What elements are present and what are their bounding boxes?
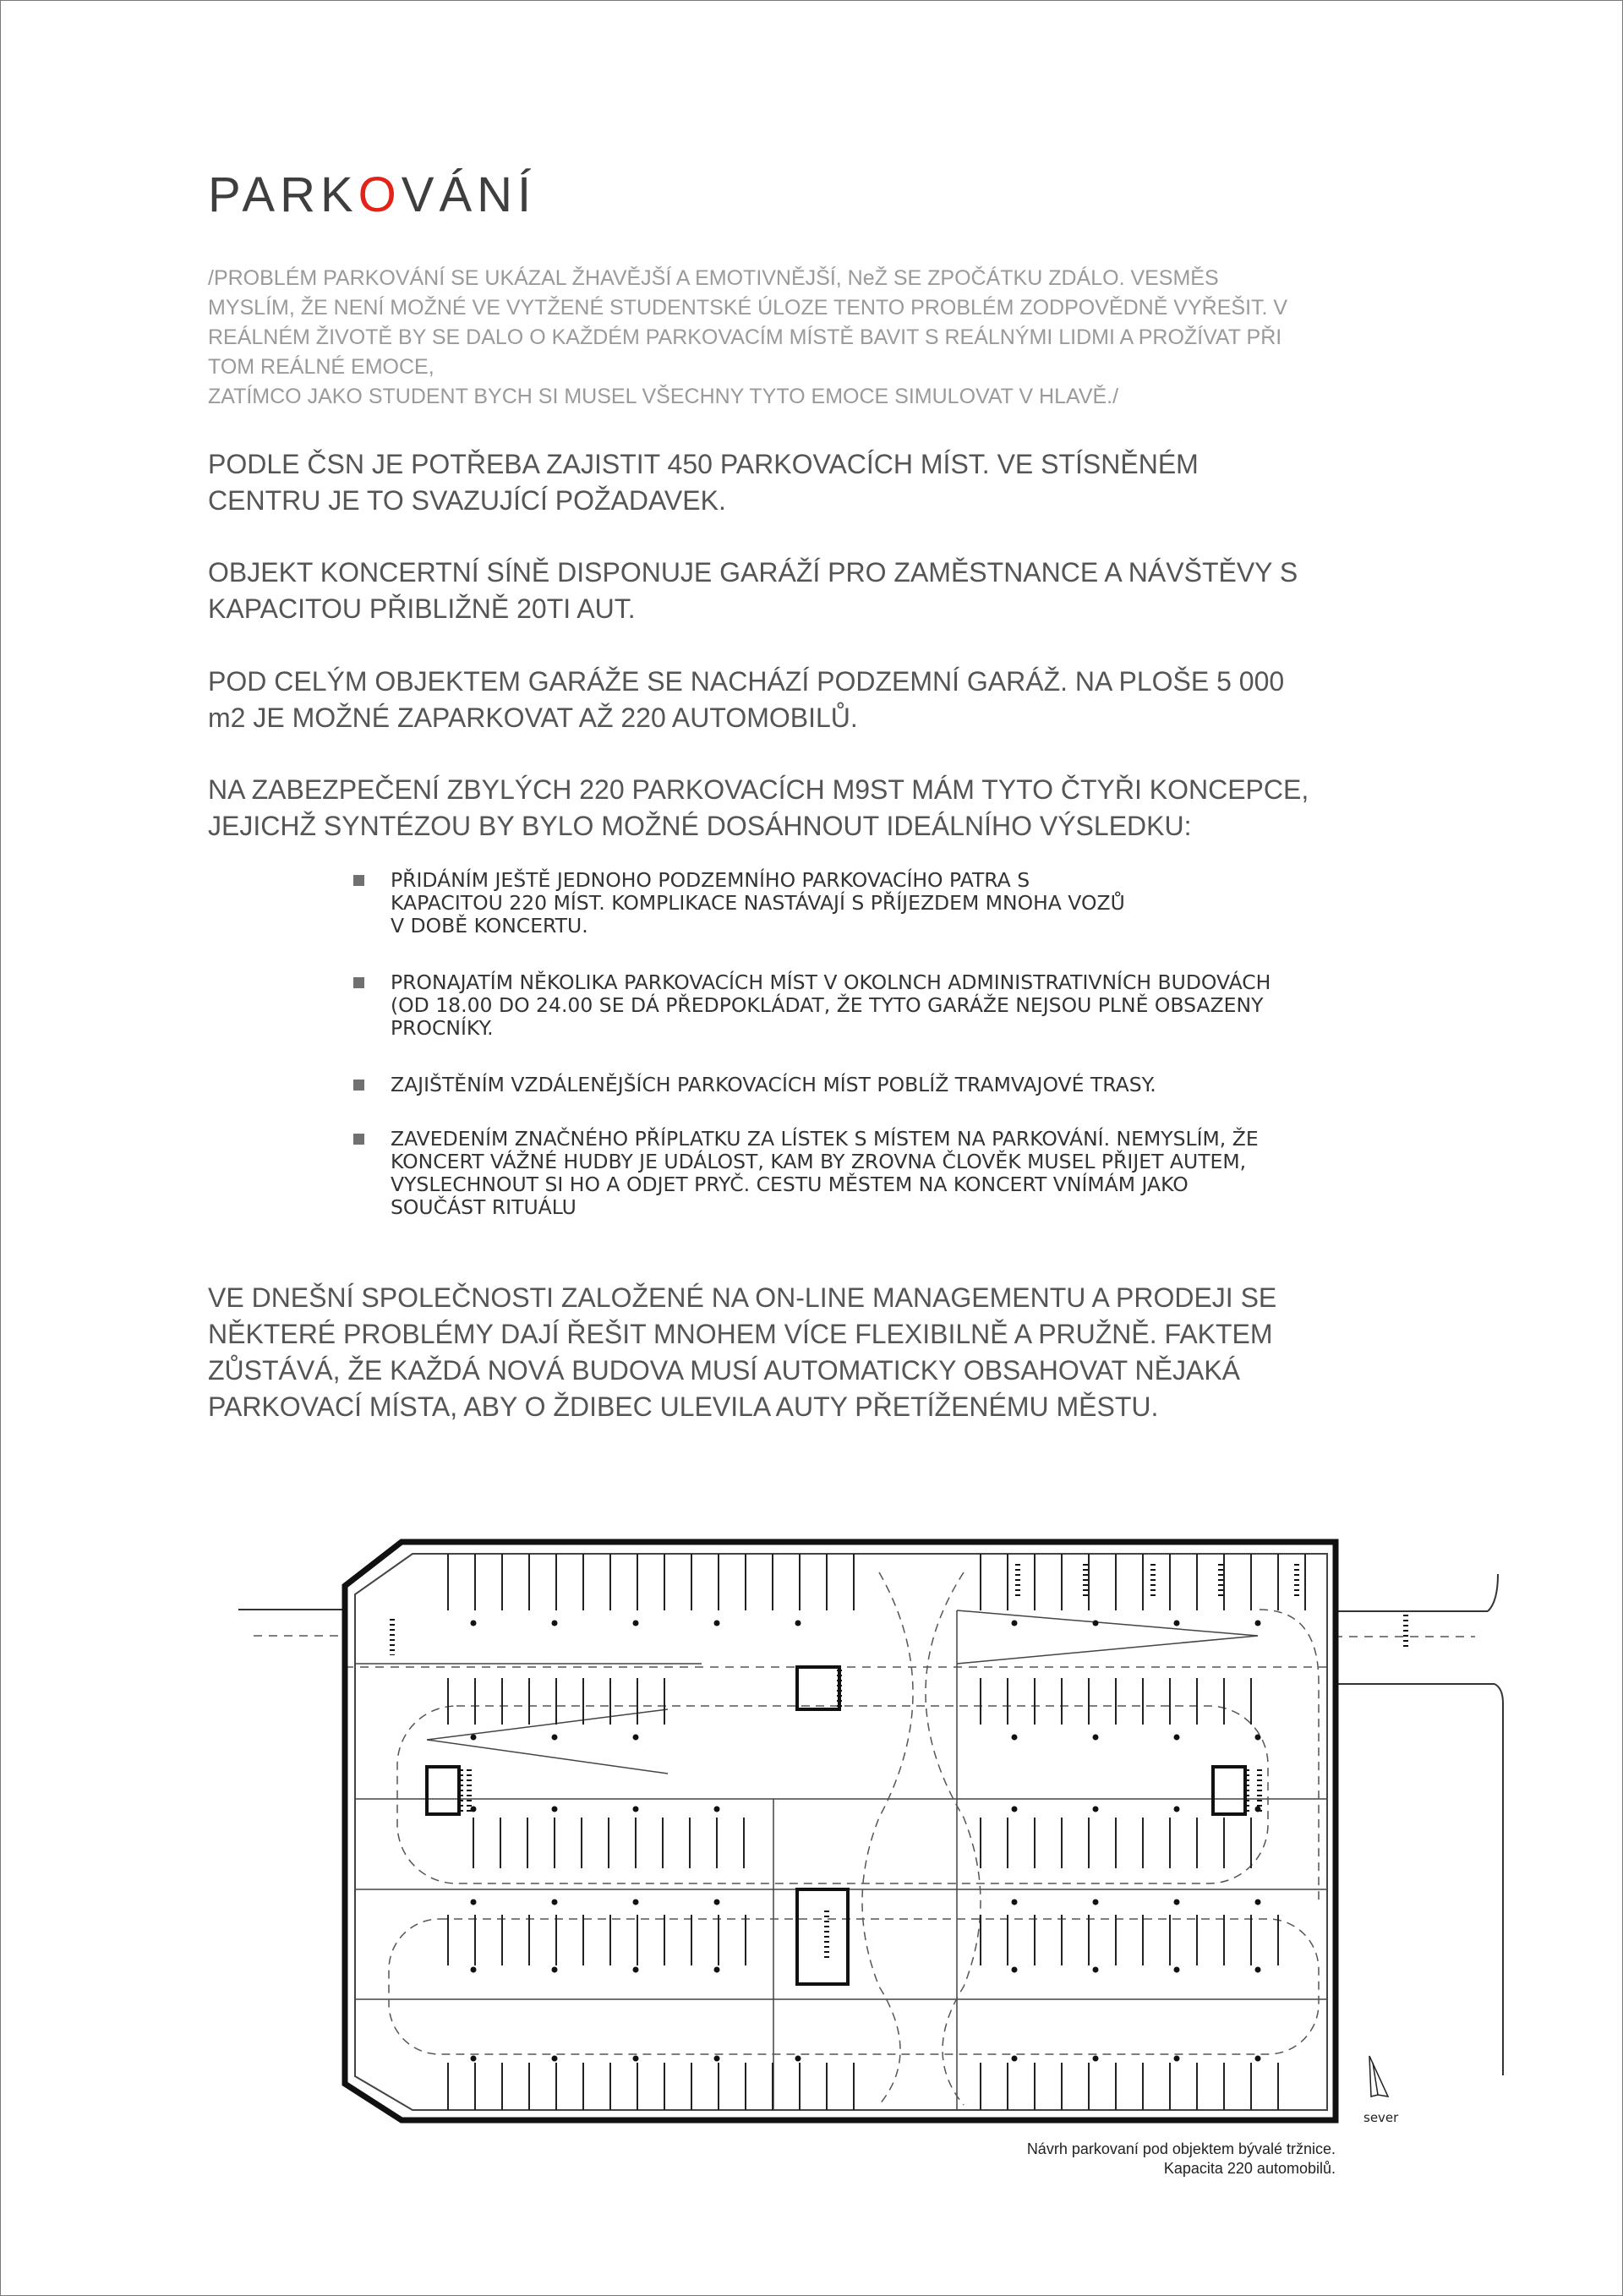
bullet-square-icon (353, 977, 364, 988)
concept-item (353, 1074, 1452, 1096)
bullet-square-icon (353, 1080, 364, 1091)
concept-item (353, 1128, 1452, 1219)
title-part-1: PARK (208, 167, 358, 222)
stair-cores (427, 1667, 1245, 1984)
north-arrow-icon (1369, 2056, 1388, 2096)
parking-stall-lines (448, 1554, 1305, 2110)
plan-caption (828, 2140, 1336, 2178)
page-title (208, 166, 536, 225)
paragraph-capacity-requirement: PODLE ČSN JE POTŘEBA ZAJISTIT 450 PARKOVACÍCH MÍST. VE STÍSNĚNÉM CENTRU JE TO SVAZUJÍCÍ POŽADAVEK. (208, 449, 1199, 516)
bullet-square-icon (353, 1134, 364, 1145)
concept-text: ZAJIŠTĚNÍM VZDÁLENĚJŠÍCH PARKOVACÍCH MÍST POBLÍŽ TRAMVAJOVÉ TRASY. (391, 1073, 1156, 1096)
intro-text: /PROBLÉM PARKOVÁNÍ SE UKÁZAL ŽHAVĚJŠÍ A EMOTIVNĚJŠÍ, NeŽ SE ZPOČÁTKU ZDÁLO. VESMĚS MYSLÍM, ŽE NENÍ MOŽNÉ VE VYTŽENÉ STUDENTSKÉ ÚLOZE TENTO PROBLÉM ZODPOVĚDNĚ VYŘEŠIT. V REÁLNÉM ŽIVOTĚ BY SE DALO O KAŽDÉM PARKOVACÍM MÍSTĚ BAVIT S REÁLNÝMI LIDMI A PROŽÍVAT PŘI TOM REÁLNÉ EMOCE, ZATÍMCO JAKO STUDENT BYCH SI MUSEL VŠECHNY TYTO EMOCE SIMULOVAT V HLAVĚ./ (208, 266, 1288, 408)
concept-text: PRONAJATÍM NĚKOLIKA PARKOVACÍCH MÍST V OKOLNCH ADMINISTRATIVNÍCH BUDOVÁCH (OD 18.00 DO 24.00 SE DÁ PŘEDPOKLÁDAT, ŽE TYTO GARÁŽE NEJSOU PLNĚ OBSAZENY PROCNÍKY. (391, 970, 1271, 1040)
concept-text: ZAVEDENÍM ZNAČNÉHO PŘÍPLATKU ZA LÍSTEK S MÍSTEM NA PARKOVÁNÍ. NEMYSLÍM, ŽE KONCERT VÁŽNÉ HUDBY JE UDÁLOST, KAM BY ZROVNA ČLOVĚK MUSEL PŘIJET AUTEM, VYSLECHNOUT SI HO A ODJET PRYČ. CESTU MĚSTEM NA KONCERT VNÍMÁM JAKO SOUČÁST RITUÁLU (391, 1127, 1259, 1219)
title-part-2: VÁNÍ (401, 167, 537, 222)
street-axis (254, 1636, 1475, 1667)
caption-line-2: Kapacita 220 automobilů. (1163, 2160, 1336, 2177)
bullet-square-icon (353, 875, 364, 886)
stair-treads (392, 1564, 1406, 1961)
concept-list (353, 869, 1452, 1253)
paragraph-conclusion: VE DNEŠNÍ SPOLEČNOSTI ZALOŽENÉ NA ON-LINE MANAGEMENTU A PRODEJI SE NĚKTERÉ PROBLÉMY DAJÍ ŘEŠIT MNOHEM VÍCE FLEXIBILNĚ A PRUŽNĚ. FAKTEM ZŮSTÁVÁ, ŽE KAŽDÁ NOVÁ BUDOVA MUSÍ AUTOMATICKY OBSAHOVAT NĚJAKÁ PARKOVACÍ MÍSTA, ABY O ŽDIBEC ULEVILA AUTY PŘETÍŽENÉMU MĚSTU. (208, 1282, 1277, 1422)
concept-item (353, 971, 1452, 1040)
concept-text: PŘIDÁNÍM JEŠTĚ JEDNOHO PODZEMNÍHO PARKOVACÍHO PATRA S KAPACITOU 220 MÍST. KOMPLIKACE NASTÁVAJÍ S PŘÍJEZDEM MNOHA VOZŮ V DOBĚ KONCERTU. (391, 868, 1125, 938)
street-lines (238, 1574, 1503, 2075)
caption-line-1: Návrh parkovaní pod objektem bývalé tržnice. (1026, 2140, 1336, 2157)
north-label: sever (1363, 2110, 1399, 2125)
paragraph-concepts-intro: NA ZABEZPEČENÍ ZBYLÝCH 220 PARKOVACÍCH M9ST MÁM TYTO ČTYŘI KONCEPCE, JEJICHŽ SYNTÉZOU BY BYLO MOŽNÉ DOSÁHNOUT IDEÁLNÍHO VÝSLEDKU: (208, 774, 1309, 841)
title-accent-letter: O (358, 167, 402, 222)
paragraph-concert-hall-garage: OBJEKT KONCERTNÍ SÍNĚ DISPONUJE GARÁŽÍ PRO ZAMĚSTNANCE A NÁVŠTĚVY S KAPACITOU PŘIBLIŽNĚ 20TI AUT. (208, 557, 1298, 624)
garage-outline (345, 1542, 1336, 2120)
paragraph-underground-garage: POD CELÝM OBJEKTEM GARÁŽE SE NACHÁZÍ PODZEMNÍ GARÁŽ. NA PLOŠE 5 000 m2 JE MOŽNÉ ZAPARKOVAT AŽ 220 AUTOMOBILŮ. (208, 666, 1285, 733)
concept-item (353, 869, 1452, 938)
parking-floor-plan (0, 1522, 1623, 2164)
